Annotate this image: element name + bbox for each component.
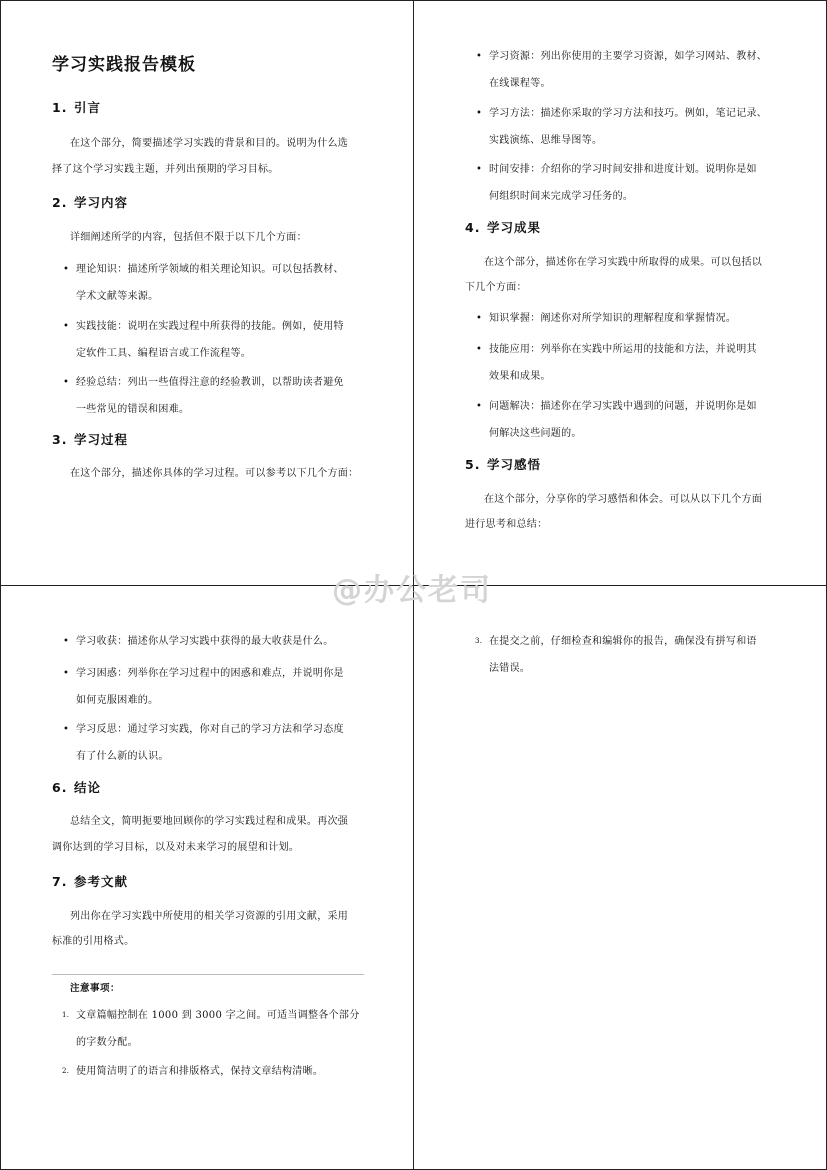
section-3-heading — [52, 430, 128, 448]
paragraph-line: 在这个部分，简要描述学习实践的背景和目的。说明为什么选 — [70, 138, 349, 149]
list-number: 3. — [475, 637, 483, 645]
section-title: 学习成果 — [487, 220, 542, 235]
bullet-icon: • — [476, 401, 483, 412]
list-item-line: 学习方法：描述你采取的学习方法和技巧。例如，笔记记录、 — [489, 108, 768, 119]
list-item — [63, 313, 371, 367]
list-item-line: 效果和成果。 — [489, 371, 551, 382]
section-number: 1. — [52, 100, 68, 115]
list-item-line: 实践演练、思维导图等。 — [489, 135, 603, 146]
notes-item — [62, 1058, 376, 1085]
section-7-paragraph-cont: 标准的引用格式。 — [52, 936, 135, 947]
list-item — [63, 716, 371, 770]
bullet-icon: • — [476, 313, 483, 324]
section-5-heading — [465, 455, 541, 473]
notes-item — [62, 1002, 376, 1056]
list-item — [476, 156, 784, 210]
bullet-icon: • — [476, 164, 483, 175]
watermark: @办公老司 — [332, 573, 492, 608]
section-2-intro: 详细阐述所学的内容，包括但不限于以下几个方面： — [70, 232, 307, 243]
section-1-heading — [52, 98, 101, 116]
list-item-line: 使用简洁明了的语言和排版格式，保持文章结构清晰。 — [76, 1066, 324, 1077]
bullet-icon: • — [63, 724, 70, 735]
list-item — [63, 660, 371, 714]
bullet-icon: • — [476, 108, 483, 119]
section-number: 2. — [52, 195, 68, 210]
bullet-icon: • — [63, 636, 70, 647]
list-item-line: 一些常见的错误和困难。 — [76, 404, 190, 415]
list-item-line: 时间安排：介绍你的学习时间安排和进度计划。说明你是如 — [489, 164, 757, 175]
bullet-icon: • — [476, 344, 483, 355]
list-item-line: 知识掌握：阐述你对所学知识的理解程度和掌握情况。 — [489, 313, 737, 324]
section-6-heading — [52, 778, 101, 796]
section-1-paragraph — [70, 130, 370, 158]
list-item-line: 在提交之前，仔细检查和编辑你的报告，确保没有拼写和语 — [489, 636, 757, 647]
bullet-icon: • — [63, 264, 70, 275]
list-item-line: 文章篇幅控制在 1000 到 3000 字之间。可适当调整各个部分 — [76, 1010, 360, 1021]
section-title: 结论 — [74, 780, 102, 795]
section-title: 学习感悟 — [487, 457, 542, 472]
section-2-heading — [52, 193, 128, 211]
section-6-paragraph: 总结全文，简明扼要地回顾你的学习实践过程和成果。再次强 — [70, 816, 349, 827]
list-item — [476, 100, 784, 154]
list-item-line: 经验总结：列出一些值得注意的经验教训，以帮助读者避免 — [76, 377, 344, 388]
section-title: 学习内容 — [74, 195, 129, 210]
section-number: 5. — [465, 457, 481, 472]
notes-item — [475, 628, 784, 682]
section-number: 7. — [52, 874, 68, 889]
list-item — [63, 628, 371, 655]
list-item-line: 实践技能：说明在实践过程中所获得的技能。例如，使用特 — [76, 321, 344, 332]
list-item — [476, 43, 784, 97]
bullet-icon: • — [63, 668, 70, 679]
section-4-paragraph-cont: 下几个方面： — [465, 282, 527, 293]
section-number: 6. — [52, 780, 68, 795]
section-7-paragraph: 列出你在学习实践中所使用的相关学习资源的引用文献，采用 — [70, 911, 349, 922]
section-number: 4. — [465, 220, 481, 235]
section-title: 学习过程 — [74, 432, 129, 447]
section-7-heading — [52, 872, 128, 890]
list-item-line: 学习反思：通过学习实践，你对自己的学习方法和学习态度 — [76, 724, 344, 735]
list-item-line: 定软件工具、编程语言或工作流程等。 — [76, 348, 252, 359]
list-item-line: 学术文献等来源。 — [76, 291, 159, 302]
document-title: 学习实践报告模板 — [52, 55, 196, 75]
list-item-line: 学习困惑：列举你在学习过程中的困惑和难点，并说明你是 — [76, 668, 344, 679]
list-item-line: 技能应用：列举你在实践中所运用的技能和方法，并说明其 — [489, 344, 757, 355]
list-item-line: 理论知识：描述所学领域的相关理论知识。可以包括教材、 — [76, 264, 344, 275]
list-item-line: 何组织时间来完成学习任务的。 — [489, 191, 634, 202]
list-item-line: 何解决这些问题的。 — [489, 428, 582, 439]
bullet-icon: • — [476, 51, 483, 62]
notes-divider — [52, 974, 364, 975]
list-item-line: 学习收获：描述你从学习实践中获得的最大收获是什么。 — [76, 636, 334, 647]
section-number: 3. — [52, 432, 68, 447]
list-item — [476, 336, 784, 390]
list-item-line: 法错误。 — [489, 663, 531, 674]
list-item — [63, 369, 371, 423]
list-number: 2. — [62, 1067, 70, 1075]
list-item-line: 如何克服困难的。 — [76, 695, 159, 706]
list-item-line: 问题解决：描述你在学习实践中遇到的问题，并说明你是如 — [489, 401, 757, 412]
list-item-line: 的字数分配。 — [76, 1037, 138, 1048]
list-item — [63, 256, 371, 310]
section-title: 参考文献 — [74, 874, 129, 889]
list-item — [476, 393, 784, 447]
bullet-icon: • — [63, 377, 70, 388]
bullet-icon: • — [63, 321, 70, 332]
section-1-paragraph-cont — [52, 156, 352, 184]
list-item-line: 有了什么新的认识。 — [76, 751, 169, 762]
notes-title: 注意事项： — [70, 983, 121, 994]
list-item — [476, 305, 784, 332]
section-title: 引言 — [74, 100, 102, 115]
list-number: 1. — [62, 1011, 70, 1019]
paragraph-line: 择了这个学习实践主题，并列出预期的学习目标。 — [52, 164, 279, 175]
section-4-heading — [465, 218, 541, 236]
list-item-line: 学习资源：列出你使用的主要学习资源，如学习网站、教材、 — [489, 51, 768, 62]
section-5-paragraph: 在这个部分，分享你的学习感悟和体会。可以从以下几个方面 — [484, 494, 763, 505]
list-item-line: 在线课程等。 — [489, 78, 551, 89]
section-6-paragraph-cont: 调你达到的学习目标，以及对未来学习的展望和计划。 — [52, 842, 300, 853]
section-5-paragraph-cont: 进行思考和总结： — [465, 519, 548, 530]
section-3-intro: 在这个部分，描述你具体的学习过程。可以参考以下几个方面： — [70, 468, 359, 479]
section-4-paragraph: 在这个部分，描述你在学习实践中所取得的成果。可以包括以 — [484, 257, 763, 268]
